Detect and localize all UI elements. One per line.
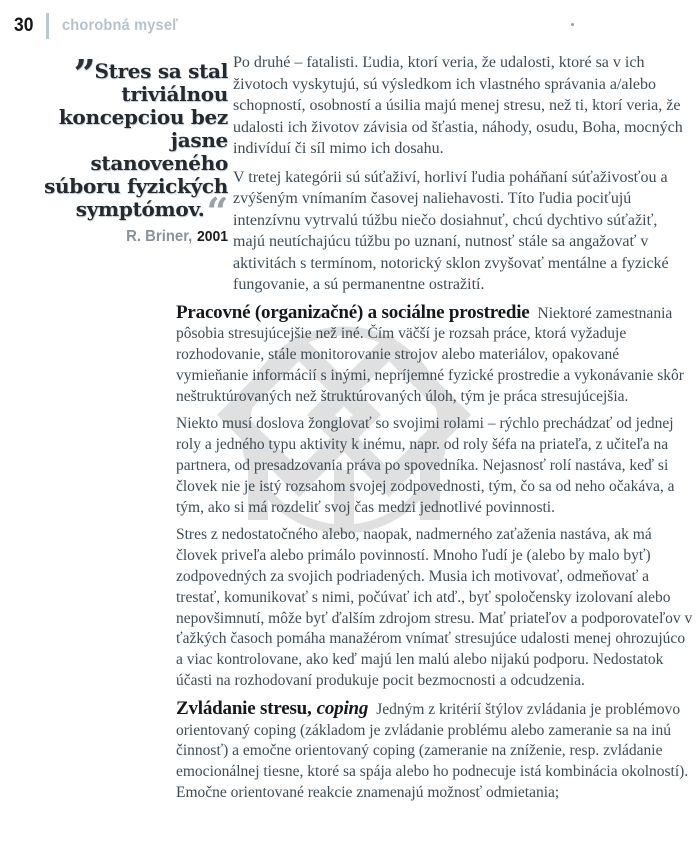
paragraph-text: Po druhé – fatalisti. Ľudia, ktorí veria, že udalosti, ktoré sa v ich životoch vyskytujú, sú výsledkom ich vlastného správania a/alebo schopností, osobností a úsilia majú menej stresu, než ti, ktorí veria, že udalosti ich životov závisia od šťastia, náhody, osudu, Boha, mocných indivíduí či síl mimo ich dosahu.	[233, 54, 683, 157]
paragraph-text: Stres z nedostatočného alebo, naopak, nadmerného zaťaženia nastáva, ak má človek priveľa alebo primálo povinností. Mnoho ľudí je (alebo by malo byť) zodpovedných za svojich podriadených. Musia ich motivovať, odmeňovať a trestať, komunikovať s nimi, počúvať ich atď., byť spoločensky izolovaní alebo nepovšimnutí, môže byť ďalším zdrojom stresu. Mať priateľov a podporovateľov v ťažkých časoch pomáha manažérom vnímať stresujúce udalosti menej ohrozujúco a viac kontrolovane, ako keď majú len malú alebo nijakú podporu. Nedostatok účasti na rozhodovaní produkuje pocit bezmocnosti a odcudzenia.	[176, 526, 693, 690]
body-column	[176, 52, 694, 811]
paragraph-text: Jedným z kritérií štýlov zvládania je problémovo orientovaný coping (základom je zvládanie problému alebo zameranie sa na inú činnosť) a emočne orientovaný coping (zameranie na zníženie, resp. zvládanie emocionálnej tiesne, ktoré sa spája alebo ho podnecuje istá kombinácia okolností). Emočne orientované reakcie znamenajú možnosť odmietania;	[176, 700, 689, 802]
paragraph-fatalists	[233, 52, 692, 160]
section-heading-coping: Zvládanie stresu,	[176, 697, 312, 719]
paragraph-text: Niekto musí doslova žonglovať so svojimi rolami – rýchlo prechádzať od jednej roly a jedného typu aktivity k inému, napr. od roly šéfa na priateľa, z učiteľa na partnera, od presadzovania práva po spovedníka. Nejasnosť rolí nastáva, keď si človek nie je istý rozsahom svojej zodpovednosti, tým, čo sa od neho očakáva, a tým, ako si má rozdeliť svoj čas medzi jednotlivé povinnosti.	[176, 415, 675, 516]
section-heading-work-environment: Pracovné (organizačné) a sociálne prostredie	[176, 301, 530, 323]
scan-speck	[571, 23, 574, 26]
page-number: 30	[14, 15, 34, 36]
pull-quote-body: Stres sa stal triviálnou koncepciou bez jasne stanoveného súboru fyzických symptómov.	[44, 59, 228, 221]
close-quote-mark-icon: “	[206, 189, 228, 234]
paragraph-work-environment	[176, 303, 694, 408]
paragraph-role-juggling	[176, 414, 694, 518]
paragraph-text: Niektoré zamestnania pôsobia stresujúcejšie než iné. Čím väčší je rozsah práce, ktorá vyžaduje rozhodovanie, stále monitorovanie strojov alebo materiálov, opakované vymieňanie informácií s inými, nepríjemné fyzické prostredie a vykonávanie skôr neštruktúrovaných než štruktúrovaných úloh, tým je práca stresujúcejšia.	[176, 304, 684, 405]
running-header: chorobná myseľ	[62, 17, 179, 34]
paragraph-workload	[176, 525, 694, 691]
attribution-year: 2001	[196, 228, 228, 245]
attribution-name: R. Briner,	[126, 228, 193, 245]
section-heading-coping-italic: coping	[316, 697, 369, 719]
open-quote-mark-icon: ”	[73, 51, 94, 96]
page-header	[14, 13, 185, 39]
paragraph-coping	[176, 699, 694, 804]
header-divider	[46, 13, 49, 39]
paragraph-competitive	[233, 167, 692, 296]
paragraph-text: V tretej kategórii sú súťaživí, horliví ľudia poháňaní súťaživosťou a zvýšeným vnímaním časovej naliehavosti. Títo ľudia pociťujú intenzívnu vytrvalú túžbu niečo dosiahnuť, chcú dychtivo súťažiť, majú neutíchajúcu túžbu po uznaní, nutnosť stále sa angažovať v aktivitách s termínom, notorický sklon zvyšovať mentálne a fyzické fungovanie, a sú permanentne ostražití.	[233, 168, 669, 293]
